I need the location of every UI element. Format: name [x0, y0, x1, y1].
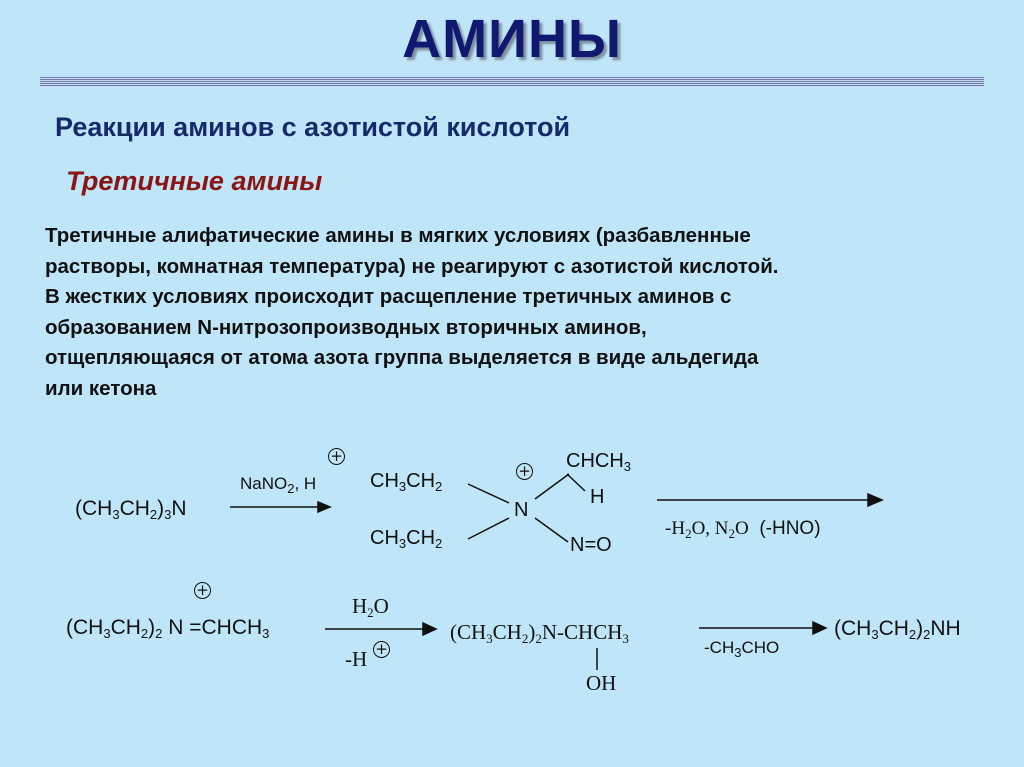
bond-line: [535, 474, 569, 499]
hydrogen-atom: H: [590, 486, 605, 508]
bond-line: [535, 518, 568, 542]
hydroxyl-group: OH: [586, 671, 617, 695]
positive-charge-icon: +: [328, 448, 345, 465]
ethylidene-group: $CHCH_3$: [566, 450, 632, 474]
paragraph-line: или кетона: [45, 376, 157, 400]
iminium-ion: $(CH_3CH_2)_2$ $N =CHCH_3$: [66, 616, 270, 641]
water-reagent: $H_2O$: [352, 594, 389, 620]
ethyl-group-top: $CH_3CH_2$: [370, 470, 443, 494]
slide-title: АМИНЫ: [402, 9, 622, 69]
acetaldehyde-elimination: $-CH_3CHO$: [704, 638, 780, 660]
final-arrowhead: [813, 622, 826, 634]
paragraph-line: Третичные алифатические амины в мягких условиях (разбавленные: [45, 224, 751, 247]
nitroso-group: N=O: [570, 534, 612, 556]
bond-line: [468, 518, 509, 539]
positive-charge-icon: +: [373, 641, 390, 658]
slide-subtitle: Реакции аминов с азотистой кислотой: [55, 112, 571, 142]
paragraph-line: В жестких условиях происходит расщепление третичных аминов с: [45, 285, 732, 308]
paragraph-line: отщепляющаяся от атома азота группа выделяется в виде альдегида: [45, 346, 759, 369]
section-heading: Третичные амины: [66, 166, 323, 196]
paragraph-line: растворы, комнатная температура) не реагируют с азотистой кислотой.: [45, 254, 779, 278]
paragraph-line: образованием N-нитрозопроизводных вторичных аминов,: [45, 315, 647, 339]
ethyl-group-bottom: $CH_3CH_2$: [370, 527, 443, 551]
elimination-products: $-H_2O$, $N_2O$ (-HNO): [665, 518, 821, 541]
positive-charge-icon: +: [194, 582, 211, 599]
bond-line: [567, 474, 585, 491]
reaction1-conditions: NaNO$_2$, H: [240, 474, 317, 496]
diethylamine-product: $(CH_3CH_2)_2NH$: [834, 617, 961, 642]
reaction1-arrowhead: [318, 502, 330, 512]
reagent-triethylamine: $(CH_3CH_2)_3N$: [75, 497, 187, 522]
nitrogen-center: N: [514, 499, 529, 521]
bond-line: [468, 484, 509, 503]
reaction2-arrowhead: [423, 623, 436, 635]
elimination-arrowhead: [868, 494, 882, 506]
minus-proton: -H: [345, 647, 368, 671]
positive-charge-icon: +: [516, 463, 533, 480]
carbinolamine-intermediate: $(CH_3CH_2)_2N-CHCH_3$: [450, 620, 629, 646]
